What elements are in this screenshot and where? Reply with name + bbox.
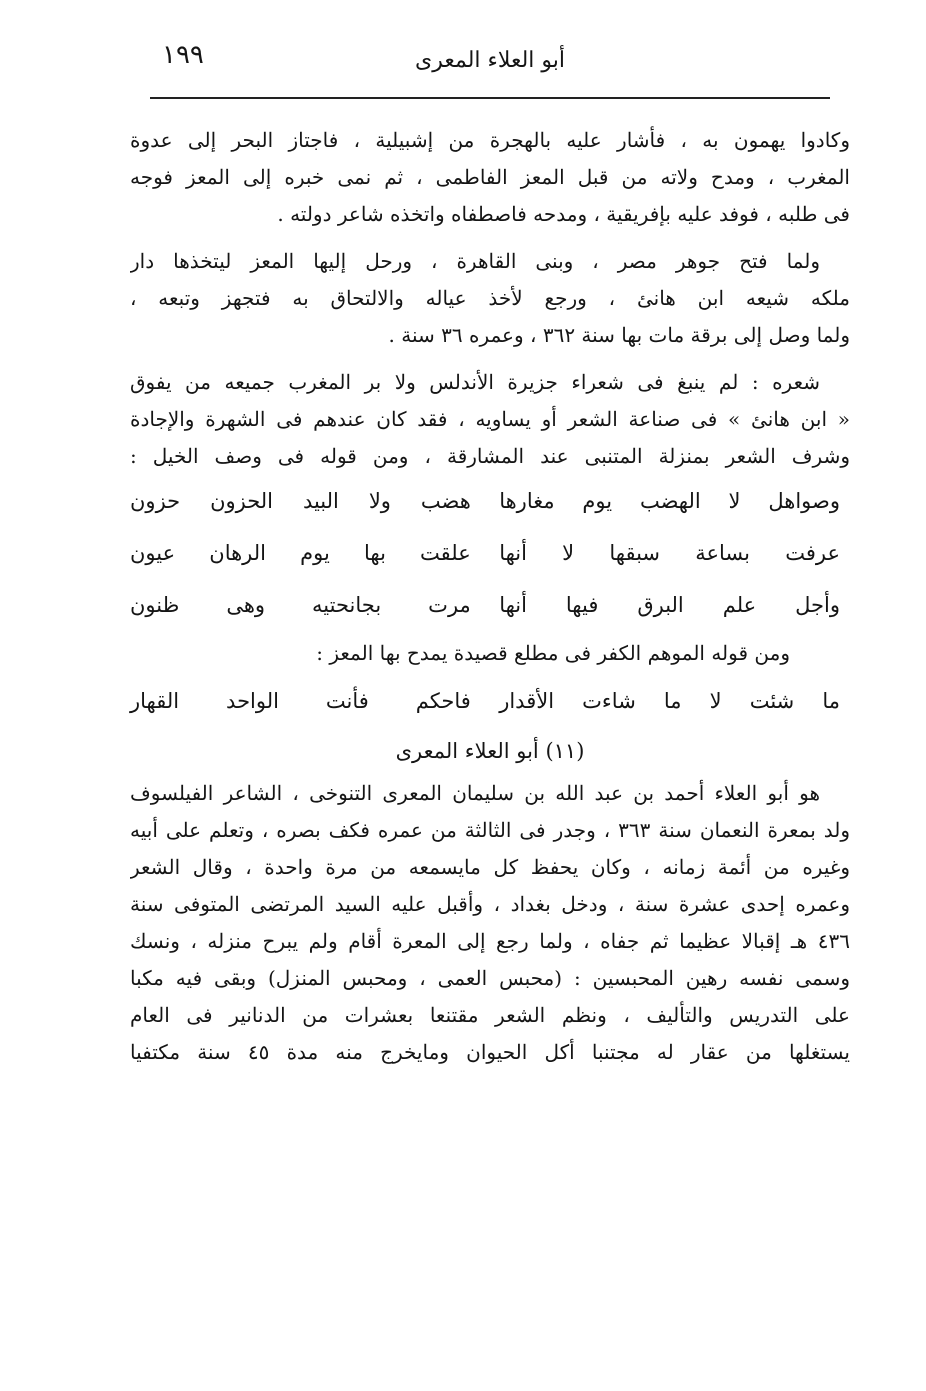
running-title: أبو العلاء المعرى [415,48,565,73]
text-line: يستغلها من عقار له مجتنبا أكل الحيوان ومايخرج منه مدة ٤٥ سنة مكتفيا [130,1040,850,1064]
page-number: ١٩٩ [162,40,204,70]
text-line: ولد بمعرة النعمان سنة ٣٦٣ ، وجدر فى الثالثة من عمره فكف بصره ، وتعلم على أبيه [130,818,850,842]
verse-second-hemistich: مرت بجانحتيه وهى ظنون [130,593,471,617]
verse-second-hemistich: فاحكم فأنت الواحد القهار [130,689,471,713]
text-line: ٤٣٦ هـ إقبالا عظيما ثم جفاه ، ولما رجع إلى المعرة أقام ولم يبرح منزله ، ونسك [130,929,850,953]
text-line: وشرف الشعر بمنزلة المتنبى عند المشارقة ، ومن قوله فى وصف الخيل : [130,444,850,468]
text-line: « ابن هانئ » فى صناعة الشعر أو يساويه ، فقد كان عندهم فى الشهرة والإجادة [130,407,850,431]
poem-muizz [130,675,850,727]
verse-first-hemistich: وأجل علم البرق فيها أنها [499,593,840,617]
body-text [130,122,850,1071]
text-line: فى طلبه ، فوفد عليه بإفريقية ، ومدحه فاصطفاه واتخذه شاعر دولته . [277,202,850,226]
paragraph-4 [130,775,850,1071]
text-line: وكادوا يهمون به ، فأشار عليه بالهجرة من إشبيلية ، فاجتاز البحر إلى عدوة [130,128,850,152]
poem-intro: ومن قوله الموهم الكفر فى مطلع قصيدة يمدح بها المعز : [316,641,790,665]
text-line: ولما فتح جوهر مصر ، وبنى القاهرة ، ورحل إليها المعز ليتخذها دار [130,249,820,273]
text-line: على التدريس والتأليف ، ونظم الشعر مقتنعا بعشرات من الدنانير فى العام [130,1003,850,1027]
verse-second-hemistich: علقت بها يوم الرهان عيون [130,541,471,565]
text-line: ولما وصل إلى برقة مات بها سنة ٣٦٢ ، وعمره ٣٦ سنة . [388,323,850,347]
header-rule [150,97,830,99]
text-line: هو أبو العلاء أحمد بن عبد الله بن سليمان المعرى التنوخى ، الشاعر الفيلسوف [130,781,820,805]
verse-line [130,475,840,527]
poem-horses [130,475,850,631]
paragraph-1 [130,122,850,233]
verse-line [130,579,840,631]
text-line: شعره : لم ينبغ فى شعراء جزيرة الأندلس ولا بر المغرب جميعه من يفوق [130,370,820,394]
paragraph-2 [130,243,850,354]
page-header [150,38,830,88]
text-line: ملكه شيعه ابن هانئ ، ورجع لأخذ عياله والالتحاق به فتجهز وتبعه ، [130,286,850,310]
verse-second-hemistich: هضب ولا البيد الحزون حزون [130,489,471,513]
verse-first-hemistich: وصواهل لا الهضب يوم مغارها [499,489,840,513]
text-line: وغيره من أئمة زمانه ، وكان يحفظ كل مايسمعه من مرة واحدة ، وقال الشعر [130,855,850,879]
text-line: وعمره إحدى عشرة سنة ، ودخل بغداد ، وأقبل عليه السيد المرتضى المتوفى سنة [130,892,850,916]
text-line: المغرب ، ومدح ولاته من قبل المعز الفاطمى ، ثم نمى خبره إلى المعز فوجه [130,165,850,189]
verse-first-hemistich: ما شئت لا ما شاءت الأقدار [499,689,840,713]
verse-line [130,675,840,727]
verse-line [130,527,840,579]
text-line: وسمى نفسه رهين المحبسين : (محبس العمى ، ومحبس المنزل) وبقى فيه مكبا [130,966,850,990]
verse-first-hemistich: عرفت بساعة سبقها لا أنها [499,541,840,565]
paragraph-3 [130,364,850,475]
section-heading: (١١) أبو العلاء المعرى [395,739,585,763]
